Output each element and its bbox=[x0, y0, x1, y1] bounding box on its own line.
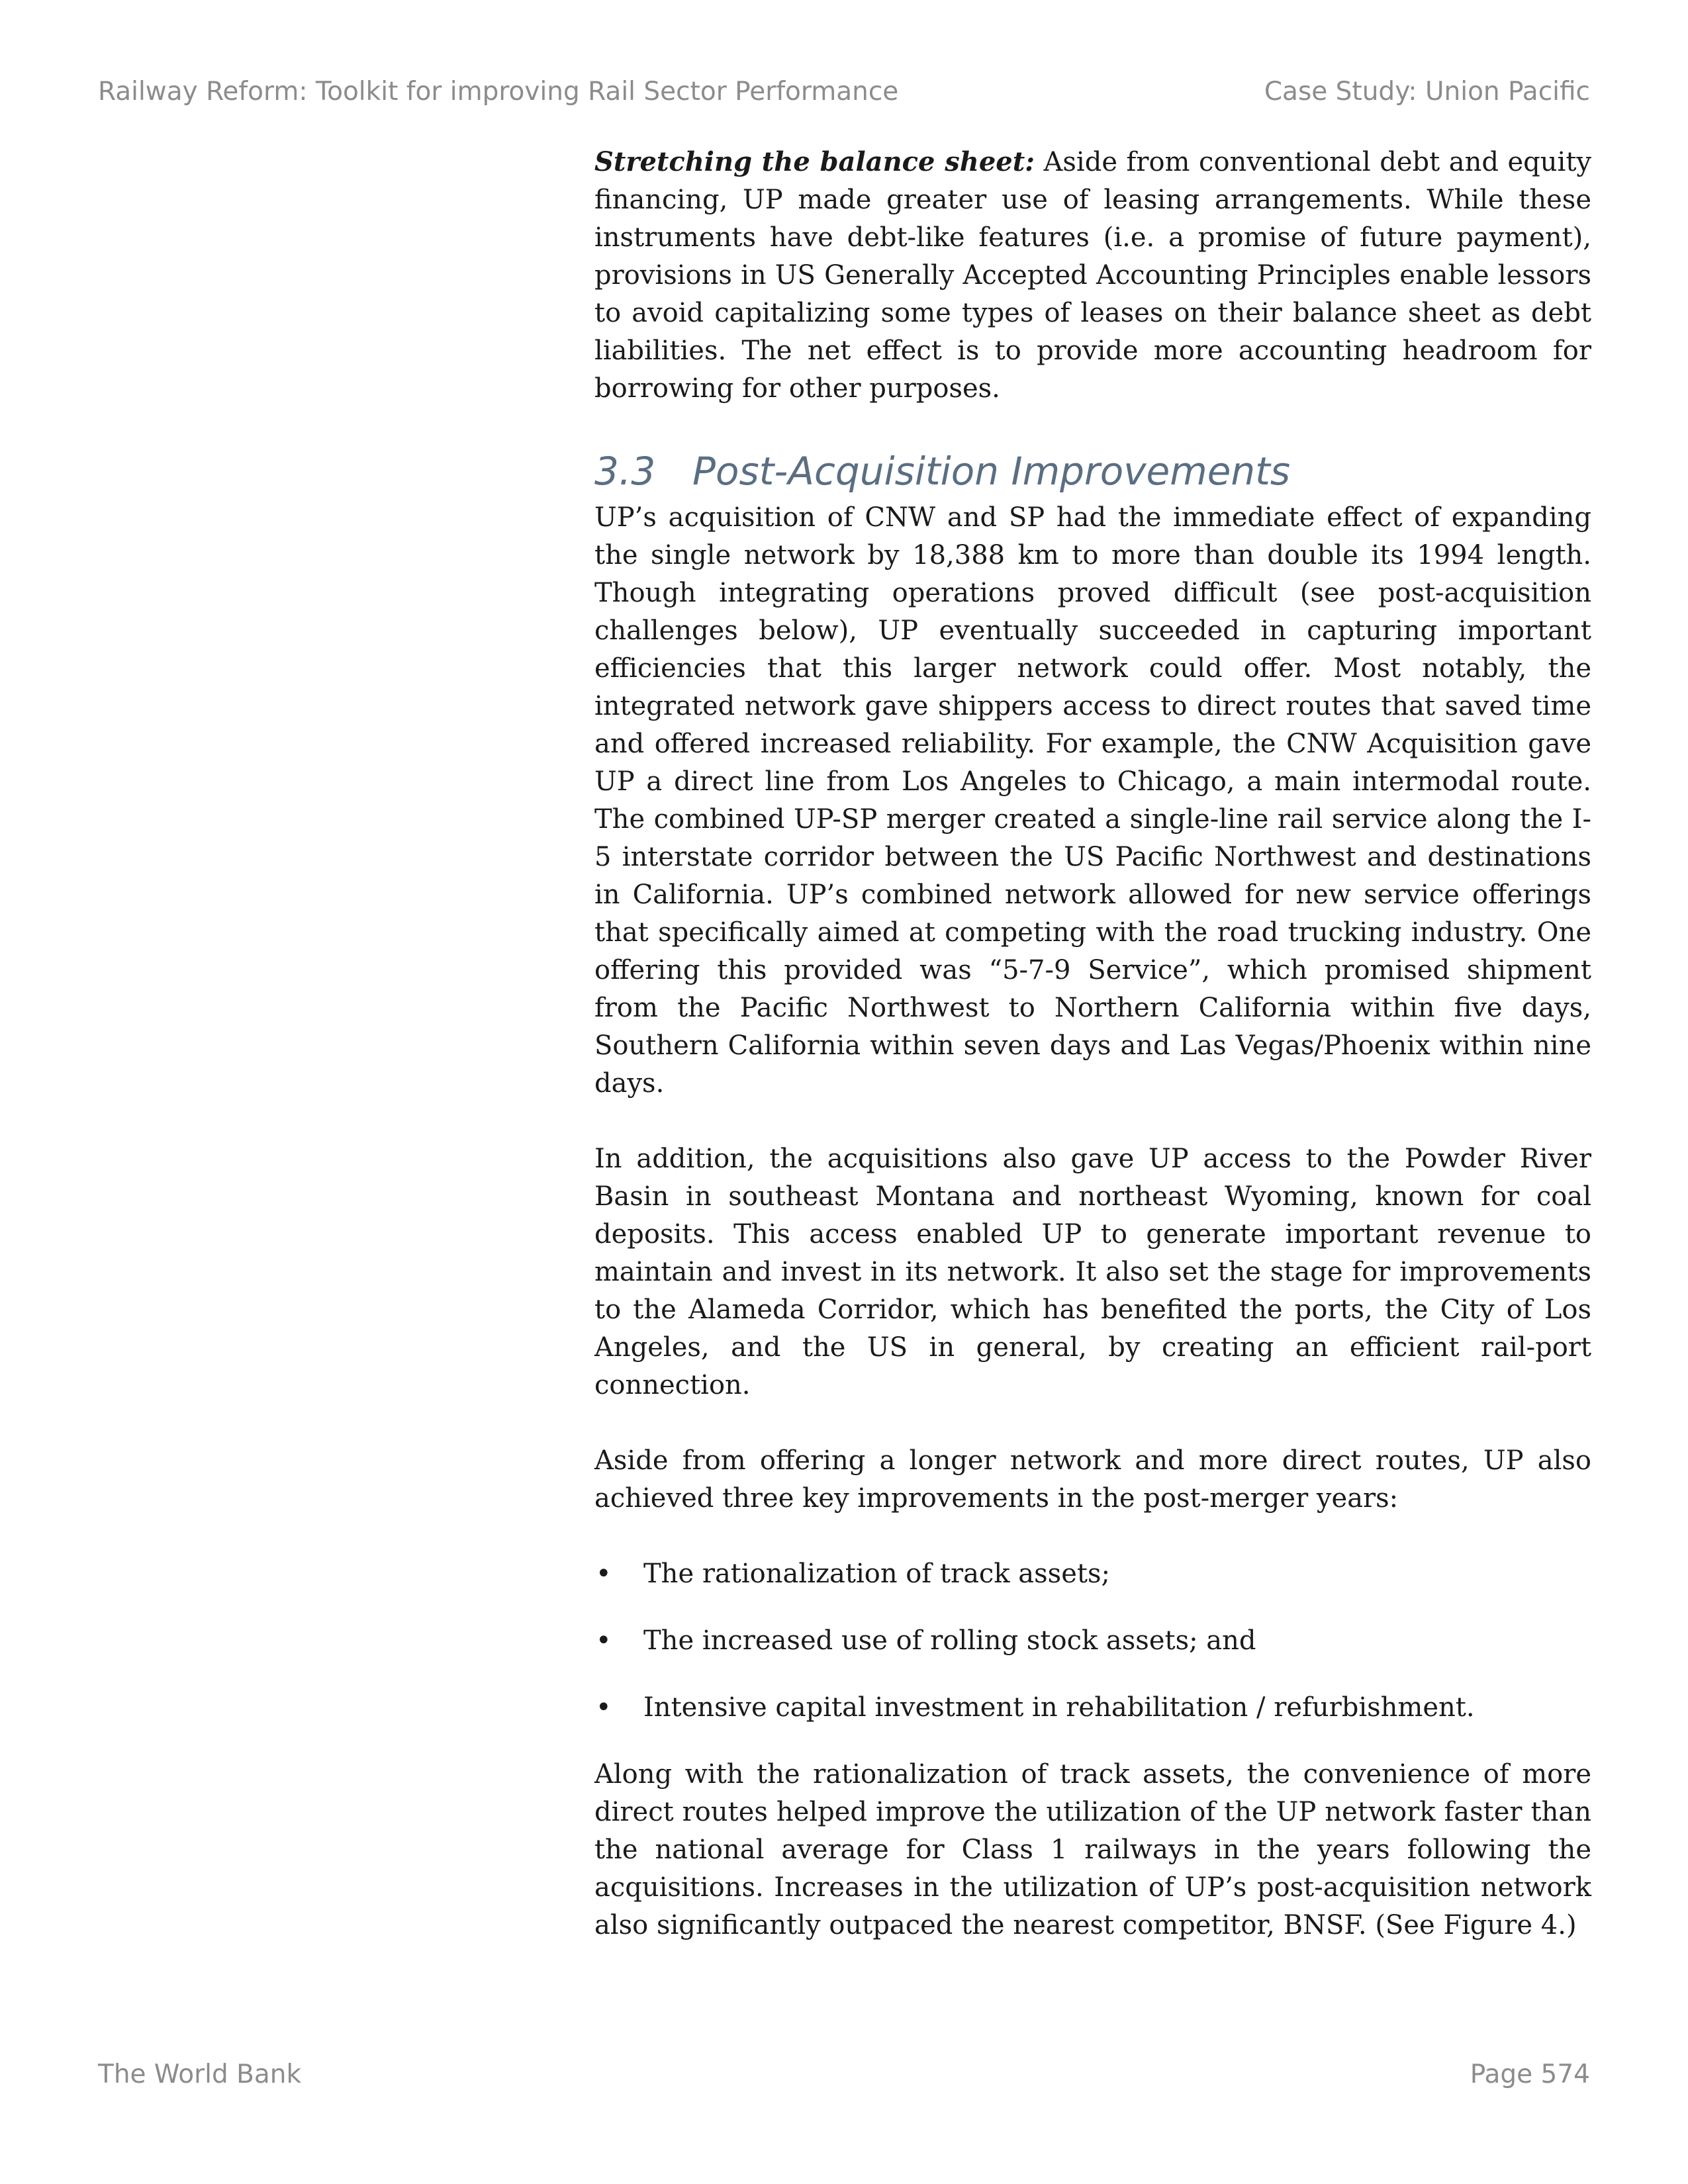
body-paragraph: In addition, the acquisitions also gave UP access to the Powder River Basin in southeast Montana and northeast Wyoming, known for coal deposits. This access enabled UP to generate important revenue to maintain and invest in its network. It also set the stage for improvements to the Alameda Corridor, which has benefited the ports, the City of Los Angeles, and the US in general, by creating an efficient rail-port connection. bbox=[594, 1144, 1591, 1400]
section-heading bbox=[594, 445, 1591, 498]
bullet-icon: • bbox=[596, 1692, 612, 1723]
running-header bbox=[98, 77, 1590, 107]
bullet-icon: • bbox=[596, 1625, 612, 1656]
footer-organization: The World Bank bbox=[98, 2060, 302, 2089]
list-item bbox=[594, 1555, 1591, 1593]
body-paragraph: Aside from offering a longer network and more direct routes, UP also achieved three key improvements in the post-merger years: bbox=[594, 1445, 1591, 1514]
running-footer bbox=[98, 2060, 1590, 2089]
body-paragraph: UP’s acquisition of CNW and SP had the immediate effect of expanding the single network by 18,388 km to more than double its 1994 length. Though integrating operations proved difficult (see post-acquisition challenges below), UP eventually succeeded in capturing important efficiencies that this larger network could offer. Most notably, the integrated network gave shippers access to direct routes that saved time and offered increased reliability. For example, the CNW Acquisition gave UP a direct line from Los Angeles to Chicago, a main intermodal route. The combined UP-SP merger created a single-line rail service along the I-5 interstate corridor between the US Pacific Northwest and destinations in California. UP’s combined network allowed for new service offerings that specifically aimed at competing with the road trucking industry. One offering this provided was “5-7-9 Service”, which promised shipment from the Pacific Northwest to Northern California within five days, Southern California within seven days and Las Vegas/Phoenix within nine days. bbox=[594, 502, 1591, 1099]
intro-text: Aside from conventional debt and equity financing, UP made greater use of leasing arrangements. While these instruments have debt-like features (i.e. a promise of future payment), provisions in US Generally Accepted Accounting Principles enable lessors to avoid capitalizing some types of leases on their balance sheet as debt liabilities. The net effect is to provide more accounting headroom for borrowing for other purposes. bbox=[594, 147, 1591, 404]
list-item-text: The rationalization of track assets; bbox=[643, 1559, 1110, 1589]
intro-lead: Stretching the balance sheet: bbox=[594, 146, 1035, 177]
header-document-title: Railway Reform: Toolkit for improving Rail Sector Performance bbox=[98, 77, 899, 107]
bullet-icon: • bbox=[596, 1559, 612, 1589]
page-number: Page 574 bbox=[1470, 2060, 1590, 2089]
list-item-text: The increased use of rolling stock assets; and bbox=[643, 1625, 1256, 1656]
section-title: Post-Acquisition Improvements bbox=[692, 449, 1291, 494]
page-body bbox=[594, 143, 1591, 1944]
list-item bbox=[594, 1689, 1591, 1727]
closing-paragraph: Along with the rationalization of track assets, the convenience of more direct routes helped improve the utilization of the UP network faster than the national average for Class 1 railways in the years following the acquisitions. Increases in the utilization of UP’s post-acquisition network also significantly outpaced the nearest competitor, BNSF. (See Figure 4.) bbox=[594, 1759, 1591, 1940]
improvements-list bbox=[594, 1555, 1591, 1727]
list-item-text: Intensive capital investment in rehabilitation / refurbishment. bbox=[643, 1692, 1475, 1723]
intro-paragraph bbox=[594, 143, 1591, 408]
list-item bbox=[594, 1622, 1591, 1660]
header-case-study: Case Study: Union Pacific bbox=[1264, 77, 1590, 107]
section-number: 3.3 bbox=[594, 449, 656, 494]
